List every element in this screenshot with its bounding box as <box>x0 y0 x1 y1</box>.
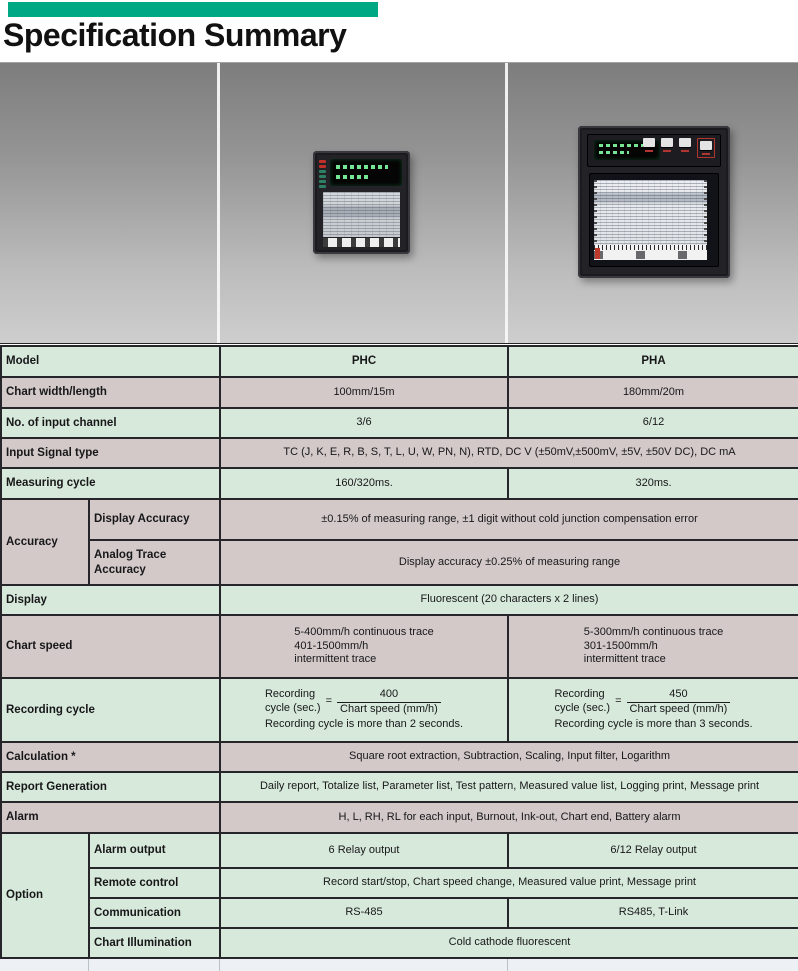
row-measuring-cycle <box>1 468 798 499</box>
page-header <box>0 0 798 62</box>
alarm-output-phc: 6 Relay output <box>220 833 508 868</box>
row-recording-cycle <box>1 678 798 742</box>
input-signal-value: TC (J, K, E, R, B, S, T, L, U, W, PN, N), RTD, DC V (±50mV,±500mV, ±5V, ±50V DC), DC mA <box>220 438 798 468</box>
pha-key-record <box>697 138 715 158</box>
row-calculation <box>1 742 798 772</box>
row-input-channel <box>1 408 798 438</box>
display-value: Fluorescent (20 characters x 2 lines) <box>220 585 798 615</box>
chart-speed-phc: 5-400mm/h continuous trace 401-1500mm/h intermittent trace <box>220 615 508 678</box>
communication-phc: RS-485 <box>220 898 508 928</box>
chart-width-label: Chart width/length <box>1 377 220 408</box>
option-label: Option <box>1 833 89 958</box>
row-analog-accuracy <box>1 540 798 585</box>
phc-indicator-leds <box>319 160 326 188</box>
pha-key <box>643 138 655 152</box>
alarm-output-pha: 6/12 Relay output <box>508 833 798 868</box>
column-divider <box>217 63 220 343</box>
product-photo-panel <box>0 62 798 343</box>
recording-cycle-label: Recording cycle <box>1 678 220 742</box>
chart-width-phc: 100mm/15m <box>220 377 508 408</box>
row-chart-width <box>1 377 798 408</box>
accuracy-label: Accuracy <box>1 499 89 585</box>
recording-cycle-phc: Recording cycle (sec.) = $\frac{400}{\text{Chart speed (mm/h)}}$ Recording cycle is more than 2 seconds. <box>220 678 508 742</box>
row-chart-illumination <box>1 928 798 958</box>
row-report <box>1 772 798 802</box>
measuring-cycle-phc: 160/320ms. <box>220 468 508 499</box>
specification-table <box>0 345 798 959</box>
chart-illumination-label: Chart Illumination <box>89 928 220 958</box>
communication-label: Communication <box>89 898 220 928</box>
column-divider <box>505 63 508 343</box>
remote-control-label: Remote control <box>89 868 220 898</box>
remote-control-value: Record start/stop, Chart speed change, Measured value print, Message print <box>220 868 798 898</box>
input-channel-phc: 3/6 <box>220 408 508 438</box>
phc-fluorescent-display <box>330 159 402 186</box>
display-accuracy-label: Display Accuracy <box>89 499 220 540</box>
communication-pha: RS485, T-Link <box>508 898 798 928</box>
measuring-cycle-label: Measuring cycle <box>1 468 220 499</box>
row-chart-speed <box>1 615 798 678</box>
pha-recorder-photo <box>578 126 730 278</box>
model-label: Model <box>1 346 220 377</box>
measuring-cycle-pha: 320ms. <box>508 468 798 499</box>
phc-chart-window <box>323 192 400 237</box>
phc-recorder-photo <box>313 151 410 254</box>
row-input-signal <box>1 438 798 468</box>
pha-chart-legend-strip <box>594 245 707 260</box>
cutoff-next-row <box>0 959 798 971</box>
calculation-value: Square root extraction, Subtraction, Scaling, Input filter, Logarithm <box>220 742 798 772</box>
report-label: Report Generation <box>1 772 220 802</box>
calculation-label: Calculation * <box>1 742 220 772</box>
chart-width-pha: 180mm/20m <box>508 377 798 408</box>
model-pha: PHA <box>508 346 798 377</box>
input-channel-pha: 6/12 <box>508 408 798 438</box>
spec-table-wrap <box>0 343 798 959</box>
chart-speed-label: Chart speed <box>1 615 220 678</box>
display-accuracy-value: ±0.15% of measuring range, ±1 digit without cold junction compensation error <box>220 499 798 540</box>
pha-top-panel <box>587 134 721 167</box>
row-model <box>1 346 798 377</box>
pha-chart-window <box>589 173 719 267</box>
analog-accuracy-value: Display accuracy ±0.25% of measuring range <box>220 540 798 585</box>
alarm-output-label: Alarm output <box>89 833 220 868</box>
pha-key <box>661 138 673 152</box>
chart-speed-pha: 5-300mm/h continuous trace 301-1500mm/h intermittent trace <box>508 615 798 678</box>
row-alarm <box>1 802 798 833</box>
alarm-label: Alarm <box>1 802 220 833</box>
row-communication <box>1 898 798 928</box>
alarm-value: H, L, RH, RL for each input, Burnout, Ink-out, Chart end, Battery alarm <box>220 802 798 833</box>
recording-cycle-pha: Recording cycle (sec.) = $\frac{450}{\text{Chart speed (mm/h)}}$ Recording cycle is more than 3 seconds. <box>508 678 798 742</box>
input-signal-label: Input Signal type <box>1 438 220 468</box>
pha-front-keys <box>643 138 715 158</box>
phc-chart-legend-strip <box>323 238 400 247</box>
report-value: Daily report, Totalize list, Parameter list, Test pattern, Measured value list, Logging print, Message print <box>220 772 798 802</box>
model-phc: PHC <box>220 346 508 377</box>
pha-key <box>679 138 691 152</box>
row-alarm-output <box>1 833 798 868</box>
row-display <box>1 585 798 615</box>
input-channel-label: No. of input channel <box>1 408 220 438</box>
display-label: Display <box>1 585 220 615</box>
analog-accuracy-label: Analog Trace Accuracy <box>89 540 220 585</box>
accent-bar <box>8 2 378 17</box>
row-display-accuracy <box>1 499 798 540</box>
page-title: Specification Summary <box>3 17 347 53</box>
row-remote-control <box>1 868 798 898</box>
chart-illumination-value: Cold cathode fluorescent <box>220 928 798 958</box>
